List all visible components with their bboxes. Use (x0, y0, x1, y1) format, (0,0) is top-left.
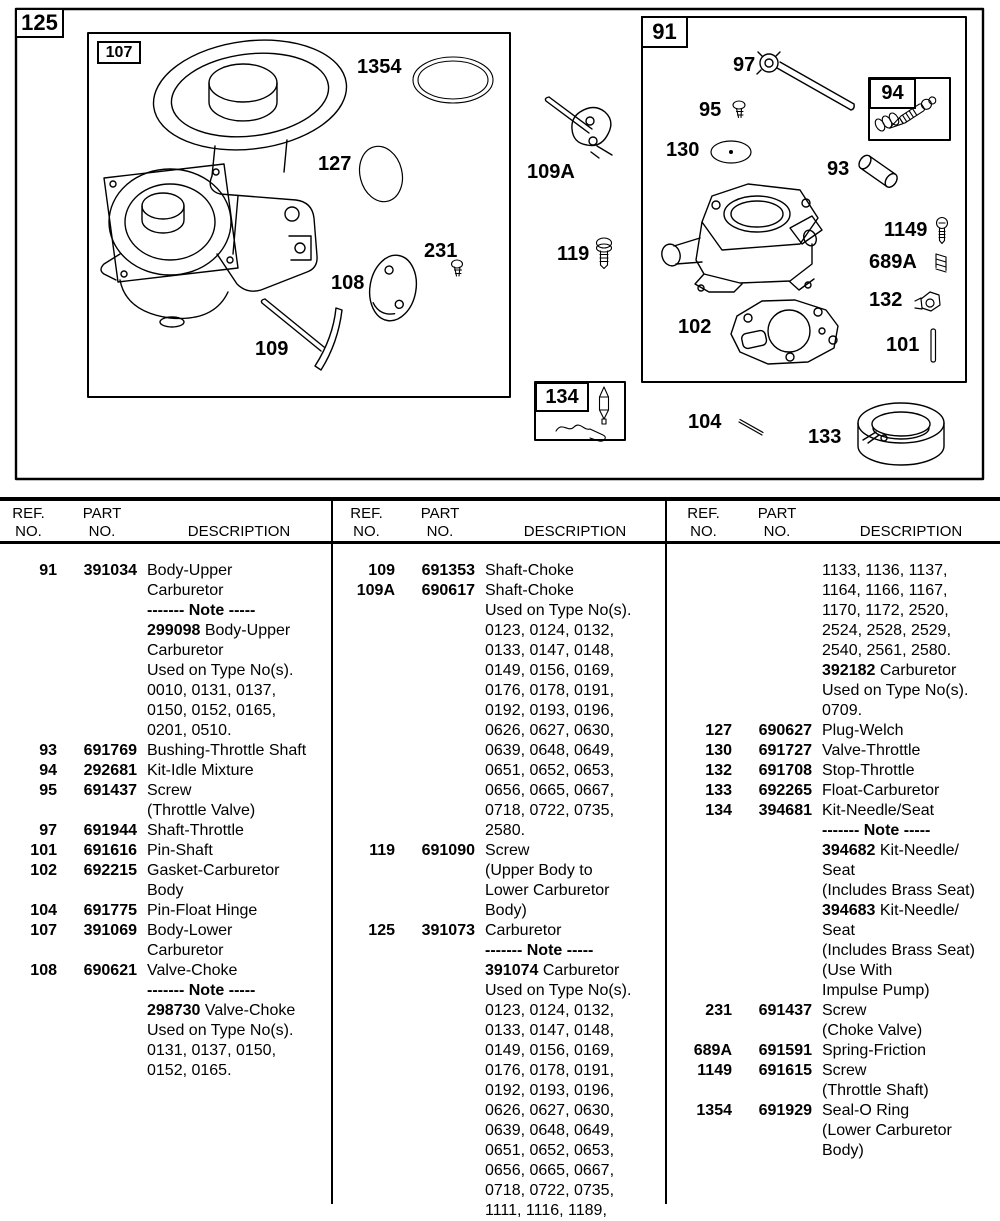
parts-entry-134 (675, 801, 1000, 1001)
description-cell (822, 721, 1000, 741)
ref-no-cell: 104 (30, 902, 57, 919)
description-line: Shaft-Throttle (147, 822, 244, 839)
description-line: 0626, 0627, 0630, (485, 722, 615, 739)
parts-entry-1354 (675, 1101, 1000, 1161)
throttle-bushing-drawing (857, 153, 900, 189)
o-ring-seal-drawing (413, 57, 493, 103)
description-line: Shaft-Choke (485, 562, 574, 579)
description-line: ------- Note ----- (822, 822, 931, 839)
part-no-cell: 691353 (421, 562, 475, 579)
parts-entry-91 (0, 561, 331, 741)
description-line: (Includes Brass Seat) (822, 942, 975, 959)
part-callout-95: 95 (699, 99, 722, 121)
description-line: Body-Upper (147, 562, 233, 579)
part-no-header: PART NO. (757, 505, 797, 540)
description-line: Kit-Idle Mixture (147, 762, 254, 779)
part-callout-104: 104 (688, 411, 722, 433)
description-cell (147, 921, 331, 961)
ref-no-cell: 134 (705, 802, 732, 819)
description-line: 0656, 0665, 0667, (485, 1162, 615, 1179)
ref-no-cell: 127 (705, 722, 732, 739)
part-no-cell: 691437 (83, 782, 137, 799)
description-line: 0176, 0178, 0191, (485, 1062, 615, 1079)
description-cell (147, 561, 331, 741)
part-callout-127: 127 (318, 153, 352, 175)
description-line: 0656, 0665, 0667, (485, 782, 615, 799)
parts-entry-95 (0, 781, 331, 821)
description-header: DESCRIPTION (523, 523, 627, 540)
description-line: Seal-O Ring (822, 1102, 910, 1119)
description-line: Body) (822, 1142, 864, 1159)
description-line: 0651, 0652, 0653, (485, 1142, 615, 1159)
description-line: (Upper Body to (485, 862, 593, 879)
description-cell (822, 1041, 1000, 1061)
idle-kit-ref-label: 94 (869, 78, 916, 109)
carburetor-float-drawing (858, 403, 944, 465)
description-line: Float-Carburetor (822, 782, 940, 799)
description-line: (Includes Brass Seat) (822, 882, 975, 899)
part-no-header: PART NO. (420, 505, 460, 540)
description-cell (147, 781, 331, 821)
description-line: Body) (485, 902, 527, 919)
upper-to-lower-screw-drawing (597, 238, 612, 269)
parts-column-entries (675, 561, 1000, 1161)
description-line: 0651, 0652, 0653, (485, 762, 615, 779)
description-line: 0626, 0627, 0630, (485, 1102, 615, 1119)
parts-entry-94 (0, 761, 331, 781)
part-no-cell: 691615 (758, 1062, 812, 1079)
throttle-valve-drawing (711, 141, 751, 163)
parts-entry-133 (675, 781, 1000, 801)
part-no-cell: 691769 (83, 742, 137, 759)
description-line: 0718, 0722, 0735, (485, 802, 615, 819)
description-line: 0133, 0147, 0148, (485, 1022, 615, 1039)
description-line: Seat (822, 862, 855, 879)
description-line: ------- Note ----- (485, 942, 594, 959)
description-line: 0639, 0648, 0649, (485, 1122, 615, 1139)
description-line: 0709. (822, 702, 863, 719)
parts-entry-93 (0, 741, 331, 761)
part-no-cell: 394681 (758, 802, 812, 819)
outer-assembly-box (16, 9, 983, 479)
parts-entry-109 (338, 561, 665, 581)
part-callout-133: 133 (808, 426, 842, 448)
ref-no-cell: 132 (705, 762, 732, 779)
description-line: 2580. (485, 822, 526, 839)
part-callout-130: 130 (666, 139, 700, 161)
parts-entry-102 (0, 861, 331, 901)
description-line: (Choke Valve) (822, 1022, 923, 1039)
ref-no-cell: 107 (30, 922, 57, 939)
part-no-cell (742, 561, 812, 721)
description-line: 0123, 0124, 0132, (485, 622, 615, 639)
part-no-header: PART NO. (82, 505, 122, 540)
throttle-shaft-screw-drawing (937, 218, 948, 244)
description-line: Screw (822, 1062, 867, 1079)
lower-carburetor-body-drawing (101, 30, 353, 327)
part-no-cell: 391073 (421, 922, 475, 939)
lower-body-ref-label: 107 (97, 41, 141, 64)
carburetor-body-gasket-drawing (731, 300, 838, 364)
parts-entry-104 (0, 901, 331, 921)
parts-entry-101 (0, 841, 331, 861)
parts-entry-125 (338, 921, 665, 1221)
description-line: Pin-Shaft (147, 842, 213, 859)
description-line: Carburetor (147, 582, 224, 599)
part-callout-1354: 1354 (357, 56, 402, 78)
ref-no-header: REF. NO. (350, 505, 383, 540)
description-line: Bushing-Throttle Shaft (147, 742, 307, 759)
part-no-cell: 690627 (758, 722, 812, 739)
description-line: (Throttle Shaft) (822, 1082, 929, 1099)
part-no-cell: 391034 (83, 562, 137, 579)
description-cell (822, 1001, 1000, 1041)
parts-entry-119 (338, 841, 665, 921)
table-column-2 (338, 501, 665, 1221)
part-no-cell: 691090 (421, 842, 475, 859)
ref-no-cell: 133 (705, 782, 732, 799)
description-cell (147, 761, 331, 781)
ref-no-cell: 95 (39, 782, 57, 799)
choke-valve-drawing (365, 252, 422, 325)
ref-no-cell: 91 (39, 562, 57, 579)
description-line: Used on Type No(s). (147, 662, 294, 679)
ref-no-cell: 93 (39, 742, 57, 759)
parts-entry-107 (0, 921, 331, 961)
table-column-1 (0, 501, 331, 1081)
parts-table (0, 497, 1000, 1219)
description-header: DESCRIPTION (187, 523, 291, 540)
description-line: 1133, 1136, 1137, (822, 562, 948, 579)
parts-entry-132 (675, 761, 1000, 781)
part-no-cell: 690621 (83, 962, 137, 979)
welch-plug-drawing (354, 142, 408, 206)
description-line: 0149, 0156, 0169, (485, 1042, 615, 1059)
description-cell (822, 561, 1000, 721)
description-line: Stop-Throttle (822, 762, 915, 779)
part-callout-109: 109 (255, 338, 289, 360)
description-header: DESCRIPTION (859, 523, 963, 540)
parts-entry-130 (675, 741, 1000, 761)
description-cell (822, 1061, 1000, 1101)
part-callout-102: 102 (678, 316, 712, 338)
ref-no-cell: 130 (705, 742, 732, 759)
ref-no-header: REF. NO. (12, 505, 45, 540)
description-line: Pin-Float Hinge (147, 902, 258, 919)
description-line: Used on Type No(s). (485, 602, 632, 619)
description-line: 299098 Body-Upper (147, 622, 291, 639)
part-no-cell: 691775 (83, 902, 137, 919)
description-line: 391074 Carburetor (485, 962, 620, 979)
description-cell (822, 1101, 1000, 1161)
description-line: Screw (485, 842, 530, 859)
description-cell (147, 741, 331, 761)
description-line: Used on Type No(s). (822, 682, 969, 699)
description-line: Screw (822, 1002, 867, 1019)
choke-shaft-lever-drawing (545, 97, 612, 158)
friction-spring-drawing (936, 254, 946, 272)
ref-no-header: REF. NO. (687, 505, 720, 540)
part-no-cell: 691437 (758, 1002, 812, 1019)
ref-no-cell: 1354 (696, 1102, 732, 1119)
parts-entry-108 (0, 961, 331, 1081)
description-cell (822, 741, 1000, 761)
description-line: (Lower Carburetor (822, 1122, 952, 1139)
description-line: 0176, 0178, 0191, (485, 682, 615, 699)
description-line: 0152, 0165. (147, 1062, 232, 1079)
parts-entry-97 (0, 821, 331, 841)
table-header (675, 501, 1000, 541)
description-line: 0201, 0510. (147, 722, 232, 739)
description-cell (485, 581, 665, 841)
needle-kit-ref-label: 134 (535, 382, 589, 412)
part-callout-101: 101 (886, 334, 920, 356)
part-callout-689A: 689A (869, 251, 917, 273)
description-line: Valve-Throttle (822, 742, 921, 759)
description-line: 0010, 0131, 0137, (147, 682, 277, 699)
parts-entry-689A (675, 1041, 1000, 1061)
description-line: Valve-Choke (147, 962, 238, 979)
description-cell (147, 861, 331, 901)
column-divider (665, 501, 667, 1204)
description-line: ------- Note ----- (147, 602, 256, 619)
ref-no-cell: 97 (39, 822, 57, 839)
shaft-pin-drawing (931, 329, 936, 362)
description-line: Gasket-Carburetor (147, 862, 280, 879)
description-cell (147, 841, 331, 861)
part-no-cell: 691929 (758, 1102, 812, 1119)
description-line: Kit-Needle/Seat (822, 802, 935, 819)
description-line: Seat (822, 922, 855, 939)
part-no-cell: 690617 (421, 582, 475, 599)
description-line: Body-Lower (147, 922, 233, 939)
description-line: 0123, 0124, 0132, (485, 1002, 615, 1019)
ref-no-cell: 689A (693, 1042, 732, 1059)
part-no-cell: 692215 (83, 862, 137, 879)
throttle-stop-drawing (915, 292, 940, 311)
parts-entry-109A (338, 581, 665, 841)
ref-no-cell: 1149 (697, 1062, 732, 1079)
part-callout-97: 97 (733, 54, 756, 76)
description-line: 0718, 0722, 0735, (485, 1182, 615, 1199)
upper-body-ref-label: 91 (641, 16, 688, 48)
part-callout-119: 119 (557, 243, 590, 265)
part-no-cell: 691944 (83, 822, 137, 839)
part-no-cell: 691708 (758, 762, 812, 779)
description-line: Carburetor (147, 942, 224, 959)
description-line: 0131, 0137, 0150, (147, 1042, 277, 1059)
description-cell (147, 821, 331, 841)
parts-entry-127 (675, 721, 1000, 741)
description-line: 394682 Kit-Needle/ (822, 842, 959, 859)
description-line: 1111, 1116, 1189, (485, 1202, 607, 1219)
ref-no-cell (675, 561, 732, 721)
table-column-3 (675, 501, 1000, 1161)
description-line: 298730 Valve-Choke (147, 1002, 296, 1019)
part-no-cell: 391069 (83, 922, 137, 939)
description-line: Used on Type No(s). (147, 1022, 294, 1039)
description-line: 0150, 0152, 0165, (147, 702, 277, 719)
description-cell (822, 801, 1000, 1001)
description-line: Carburetor (485, 922, 562, 939)
description-line: 1164, 1166, 1167, (822, 582, 948, 599)
ref-no-cell: 101 (30, 842, 57, 859)
description-cell (485, 561, 665, 581)
parts-entry-231 (675, 1001, 1000, 1041)
description-cell (485, 841, 665, 921)
ref-no-cell: 231 (705, 1002, 732, 1019)
ref-no-cell: 102 (30, 862, 57, 879)
table-header (338, 501, 665, 541)
description-line: Lower Carburetor (485, 882, 610, 899)
description-line: Spring-Friction (822, 1042, 927, 1059)
ref-no-cell: 125 (368, 922, 395, 939)
description-line: 0133, 0147, 0148, (485, 642, 615, 659)
description-cell (822, 781, 1000, 801)
part-no-cell: 691591 (758, 1042, 812, 1059)
float-hinge-pin-drawing (739, 420, 763, 436)
description-cell (147, 961, 331, 1081)
part-no-cell: 691727 (758, 742, 812, 759)
part-callout-93: 93 (827, 158, 850, 180)
description-line: 2524, 2528, 2529, (822, 622, 952, 639)
parts-entry-1149 (675, 1061, 1000, 1101)
part-no-cell: 691616 (83, 842, 137, 859)
description-line: Screw (147, 782, 192, 799)
description-line: 0639, 0648, 0649, (485, 742, 615, 759)
part-callout-109A: 109A (527, 161, 575, 183)
description-cell (822, 761, 1000, 781)
description-line: Used on Type No(s). (485, 982, 632, 999)
description-line: 1170, 1172, 2520, (822, 602, 949, 619)
description-line: Impulse Pump) (822, 982, 930, 999)
description-line: 2540, 2561, 2580. (822, 642, 952, 659)
description-line: 392182 Carburetor (822, 662, 957, 679)
part-callout-1149: 1149 (884, 219, 928, 241)
description-line: Body (147, 882, 184, 899)
description-cell (485, 921, 665, 1221)
ref-no-cell: 94 (39, 762, 57, 779)
part-no-cell: 692265 (758, 782, 812, 799)
ref-no-cell: 109A (356, 582, 395, 599)
upper-carburetor-body-drawing (659, 184, 822, 292)
description-line: (Throttle Valve) (147, 802, 256, 819)
exploded-diagram (0, 0, 1000, 497)
description-line: Carburetor (147, 642, 224, 659)
choke-valve-screw-drawing (452, 260, 463, 276)
parts-column-entries (338, 561, 665, 1221)
diagram-art (0, 0, 1000, 497)
throttle-valve-screw-drawing (733, 101, 745, 118)
description-line: ------- Note ----- (147, 982, 256, 999)
ref-no-cell: 108 (30, 962, 57, 979)
part-callout-231: 231 (424, 240, 458, 262)
description-line: (Use With (822, 962, 893, 979)
description-line: Shaft-Choke (485, 582, 574, 599)
description-cell (147, 901, 331, 921)
description-line: Plug-Welch (822, 722, 904, 739)
part-callout-108: 108 (331, 272, 365, 294)
ref-no-cell: 119 (369, 842, 395, 859)
ref-no-cell: 109 (368, 562, 395, 579)
description-line: 0149, 0156, 0169, (485, 662, 615, 679)
description-line: 394683 Kit-Needle/ (822, 902, 959, 919)
description-line: 0192, 0193, 0196, (485, 702, 615, 719)
description-line: 0192, 0193, 0196, (485, 1082, 615, 1099)
throttle-shaft-drawing (757, 52, 854, 110)
column-divider (331, 501, 333, 1204)
parts-column-entries (0, 561, 331, 1081)
parts-entry-continued (675, 561, 1000, 721)
part-callout-132: 132 (869, 289, 903, 311)
assembly-ref-label: 125 (15, 8, 64, 38)
table-header (0, 501, 331, 541)
part-no-cell: 292681 (83, 762, 137, 779)
